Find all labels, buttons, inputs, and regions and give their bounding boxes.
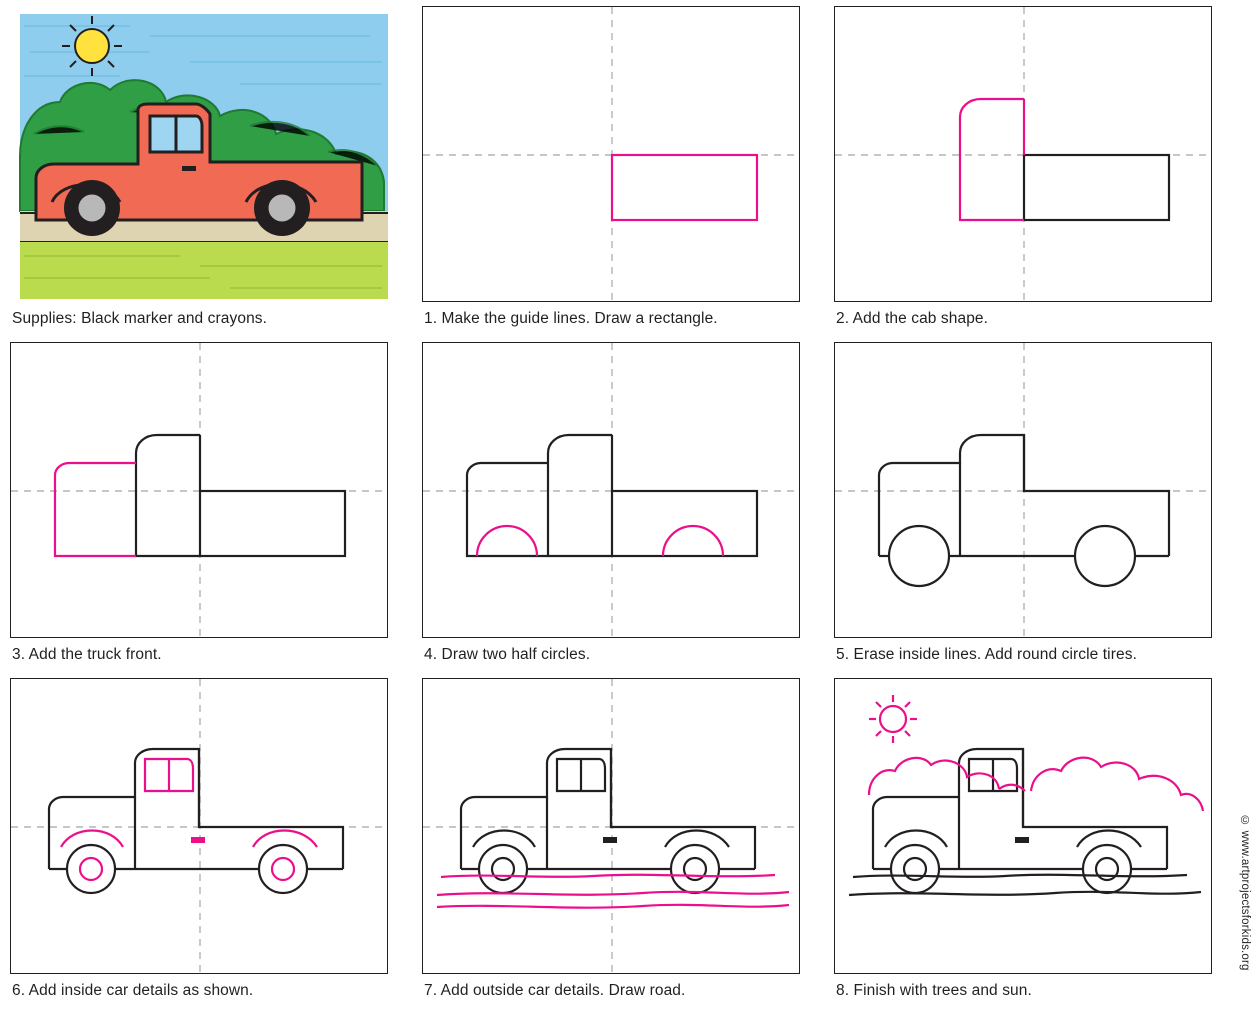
step-cell-6: [10, 678, 390, 1010]
step-panel-8: [834, 678, 1212, 974]
step-panel-4: [422, 342, 800, 638]
step-panel-5: [834, 342, 1212, 638]
supplies-photo: [10, 6, 388, 302]
step-cell-1: [422, 6, 802, 338]
copyright-notice: © www.artprojectsforkids.org: [1239, 815, 1251, 971]
step-panel-2: [834, 6, 1212, 302]
step-cell-3: [10, 342, 390, 674]
step-caption-4: 4. Draw two half circles.: [424, 645, 591, 663]
step-caption-8: 8. Finish with trees and sun.: [836, 981, 1032, 999]
step-grid: [10, 6, 1225, 1009]
step-caption-3: 3. Add the truck front.: [12, 645, 162, 663]
step-caption-7: 7. Add outside car details. Draw road.: [424, 981, 686, 999]
step-cell-8: [834, 678, 1214, 1010]
step-panel-1: [422, 6, 800, 302]
step-caption-5: 5. Erase inside lines. Add round circle tires.: [836, 645, 1137, 663]
step-cell-2: [834, 6, 1214, 338]
step-panel-7: [422, 678, 800, 974]
step-caption-6: 6. Add inside car details as shown.: [12, 981, 254, 999]
step-panel-6: [10, 678, 388, 974]
step-panel-3: [10, 342, 388, 638]
step-cell-7: [422, 678, 802, 1010]
step-cell-5: [834, 342, 1214, 674]
step-caption-supplies: Supplies: Black marker and crayons.: [12, 310, 268, 327]
step-cell-4: [422, 342, 802, 674]
step-caption-2: 2. Add the cab shape.: [836, 310, 989, 327]
step-cell-supplies: [10, 6, 390, 338]
step-caption-1: 1. Make the guide lines. Draw a rectangle.: [424, 310, 718, 327]
